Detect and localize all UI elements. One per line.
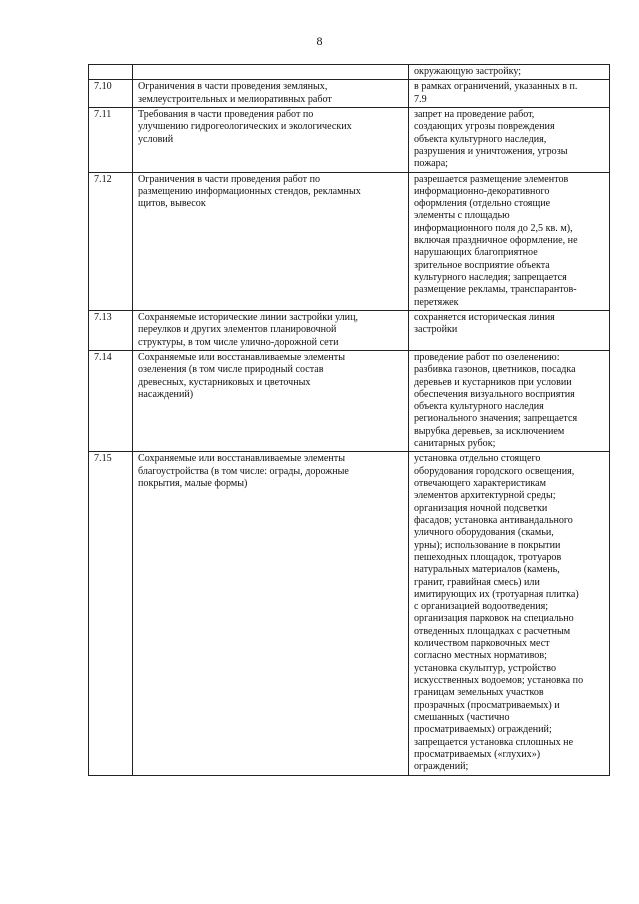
row-item-cell: Ограничения в части проведения земляных, землеустроительных и мелиоративных работ [133, 80, 409, 108]
table-row-7-12 [89, 172, 610, 310]
row-number-cell: 7.10 [89, 80, 133, 108]
row-item-cell [133, 65, 409, 80]
row-regulation-cell: запрет на проведение работ, создающих угрозы повреждения объекта культурного наследия, разрушения и уничтожения, угрозы пожара; [409, 107, 610, 172]
table-row-7-15 [89, 452, 610, 775]
row-item-cell: Ограничения в части проведения работ по размещению информационных стендов, рекламных щитов, вывесок [133, 172, 409, 310]
row-number-cell: 7.13 [89, 310, 133, 350]
row-number-cell: 7.12 [89, 172, 133, 310]
row-regulation-cell: проведение работ по озеленению: разбивка газонов, цветников, посадка деревьев и кустарников при условии обеспечения визуального восприятия объекта культурного наследия регионального значения; запрещается вырубка деревьев, за исключением санитарных рубок; [409, 350, 610, 452]
row-regulation-cell: окружающую застройку; [409, 65, 610, 80]
row-item-cell: Сохраняемые или восстанавливаемые элементы озеленения (в том числе природный состав древесных, кустарниковых и цветочных насаждений) [133, 350, 409, 452]
regulations-table [88, 64, 610, 776]
table-row-7-11 [89, 107, 610, 172]
row-item-cell: Требования в части проведения работ по улучшению гидрогеологических и экологических условий [133, 107, 409, 172]
table-row-7-13 [89, 310, 610, 350]
row-item-cell: Сохраняемые или восстанавливаемые элементы благоустройства (в том числе: ограды, дорожные покрытия, малые формы) [133, 452, 409, 775]
row-regulation-cell: разрешается размещение элементов информационно-декоративного оформления (отдельно стоящие элементы с площадью информационного поля до 2,5 кв. м), включая праздничное оформление, не нарушающих благоприятное зрительное восприятие объекта культурного наследия; запрещается размещение рекламы, транспарантов- перетяжек [409, 172, 610, 310]
page-number: 8 [316, 34, 323, 48]
row-item-cell: Сохраняемые исторические линии застройки улиц, переулков и других элементов планировочной структуры, в том числе улично-дорожной сети [133, 310, 409, 350]
row-regulation-cell: установка отдельно стоящего оборудования городского освещения, отвечающего характеристикам элементов архитектурной среды; организация ночной подсветки фасадов; установка антивандального уличного оборудования (скамьи, урны); использование в покрытии пешеходных площадок, тротуаров натуральных материалов (камень, гранит, гравийная смесь) или имитирующих их (тротуарная плитка) с организацией водоотведения; организация парковок на специально отведенных площадках с расчетным количеством парковочных мест согласно местных нормативов; установка скульптур, устройство искусственных водоемов; установка по границам земельных участков прозрачных (просматриваемых) и смешанных (частично просматриваемых) ограждений; запрещается установка сплошных не просматриваемых («глухих») ограждений; [409, 452, 610, 775]
row-regulation-cell: в рамках ограничений, указанных в п. 7.9 [409, 80, 610, 108]
row-number-cell [89, 65, 133, 80]
row-number-cell: 7.11 [89, 107, 133, 172]
row-number-cell: 7.15 [89, 452, 133, 775]
row-regulation-cell: сохраняется историческая линия застройки [409, 310, 610, 350]
table-row-continuation [89, 65, 610, 80]
row-number-cell: 7.14 [89, 350, 133, 452]
table-row-7-14 [89, 350, 610, 452]
table-row-7-10 [89, 80, 610, 108]
